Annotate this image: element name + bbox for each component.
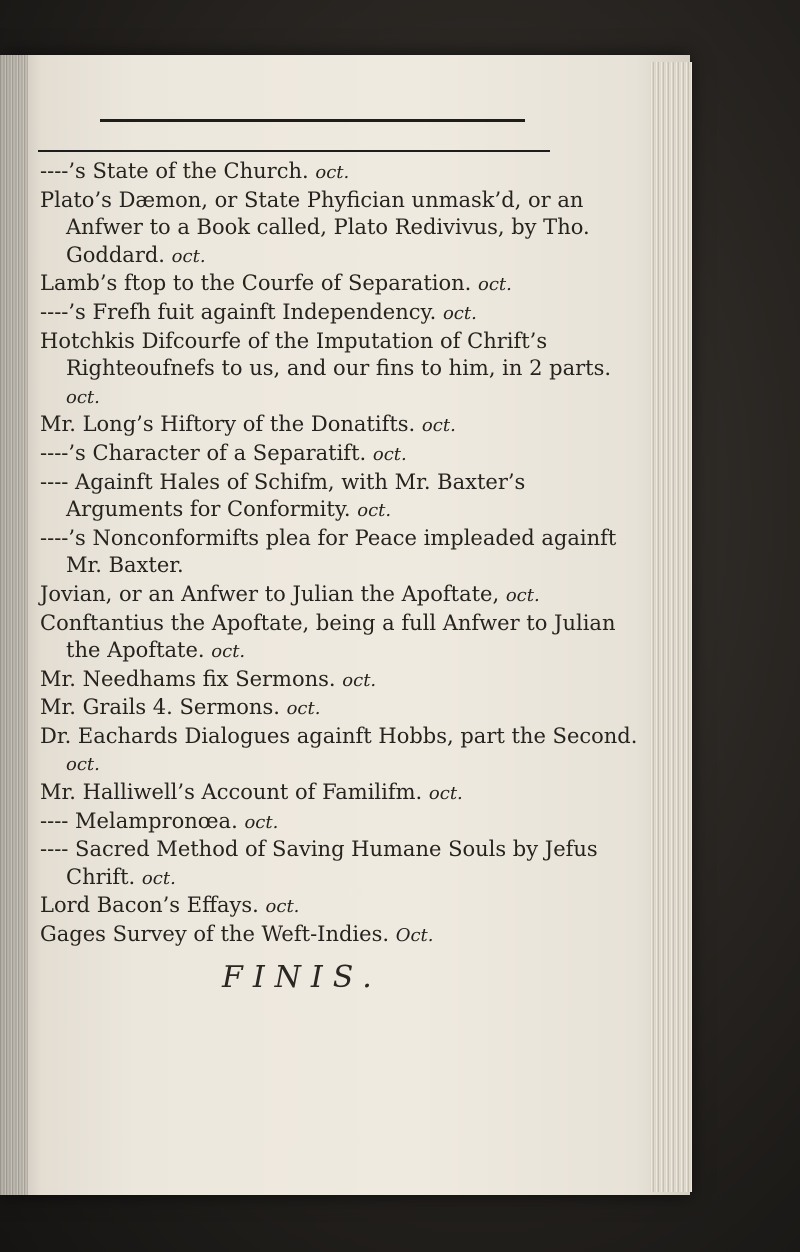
list-item: ---- Melampronœa. oct. xyxy=(40,808,279,833)
finis-heading: FINIS. xyxy=(222,960,382,995)
list-item: ---- Againft Hales of Schifm, with Mr. Baxter’s Arguments for Conformity. oct. xyxy=(40,469,526,522)
book-list xyxy=(40,158,640,950)
top-rule xyxy=(100,119,525,122)
header-rule xyxy=(38,150,550,152)
list-item: Plato’s Dæmon, or State Phyfician unmask’d, or an Anfwer to a Book called, Plato Redivivus, by Tho. Goddard. oct. xyxy=(40,187,590,267)
list-item: Lamb’s ftop to the Courfe of Separation. oct. xyxy=(40,271,512,296)
list-item: Dr. Eachards Dialogues againft Hobbs, part the Second. oct. xyxy=(40,723,638,776)
list-item: Mr. Needhams fix Sermons. oct. xyxy=(40,666,377,691)
list-item: Mr. Halliwell’s Account of Familifm. oct. xyxy=(40,780,463,805)
list-item: Gages Survey of the Weft-Indies. Oct. xyxy=(40,922,434,947)
list-item: ----’s Nonconformifts plea for Peace impleaded againft Mr. Baxter. xyxy=(40,525,617,578)
list-item: Mr. Long’s Hiftory of the Donatifts. oct. xyxy=(40,412,456,437)
list-item: Mr. Grails 4. Sermons. oct. xyxy=(40,695,321,720)
list-item: Lord Bacon’s Effays. oct. xyxy=(40,893,300,918)
list-item: ---- Sacred Method of Saving Humane Souls by Jefus Chrift. oct. xyxy=(40,837,598,889)
list-item: ----’s State of the Church. oct. xyxy=(40,159,350,183)
page-gutter xyxy=(0,55,28,1195)
page-edges xyxy=(650,62,692,1192)
list-item: ----’s Frefh fuit againft Independency. oct. xyxy=(40,299,477,324)
list-item: Conftantius the Apoftate, being a full Anfwer to Julian the Apoftate. oct. xyxy=(40,610,616,663)
list-item: Hotchkis Difcourfe of the Imputation of Chrift’s Righteoufnefs to us, and our fins to him, in 2 parts. oct. xyxy=(40,328,612,408)
list-item: ----’s Character of a Separatift. oct. xyxy=(40,440,407,465)
list-item: Jovian, or an Anfwer to Julian the Apoftate, oct. xyxy=(40,581,540,606)
